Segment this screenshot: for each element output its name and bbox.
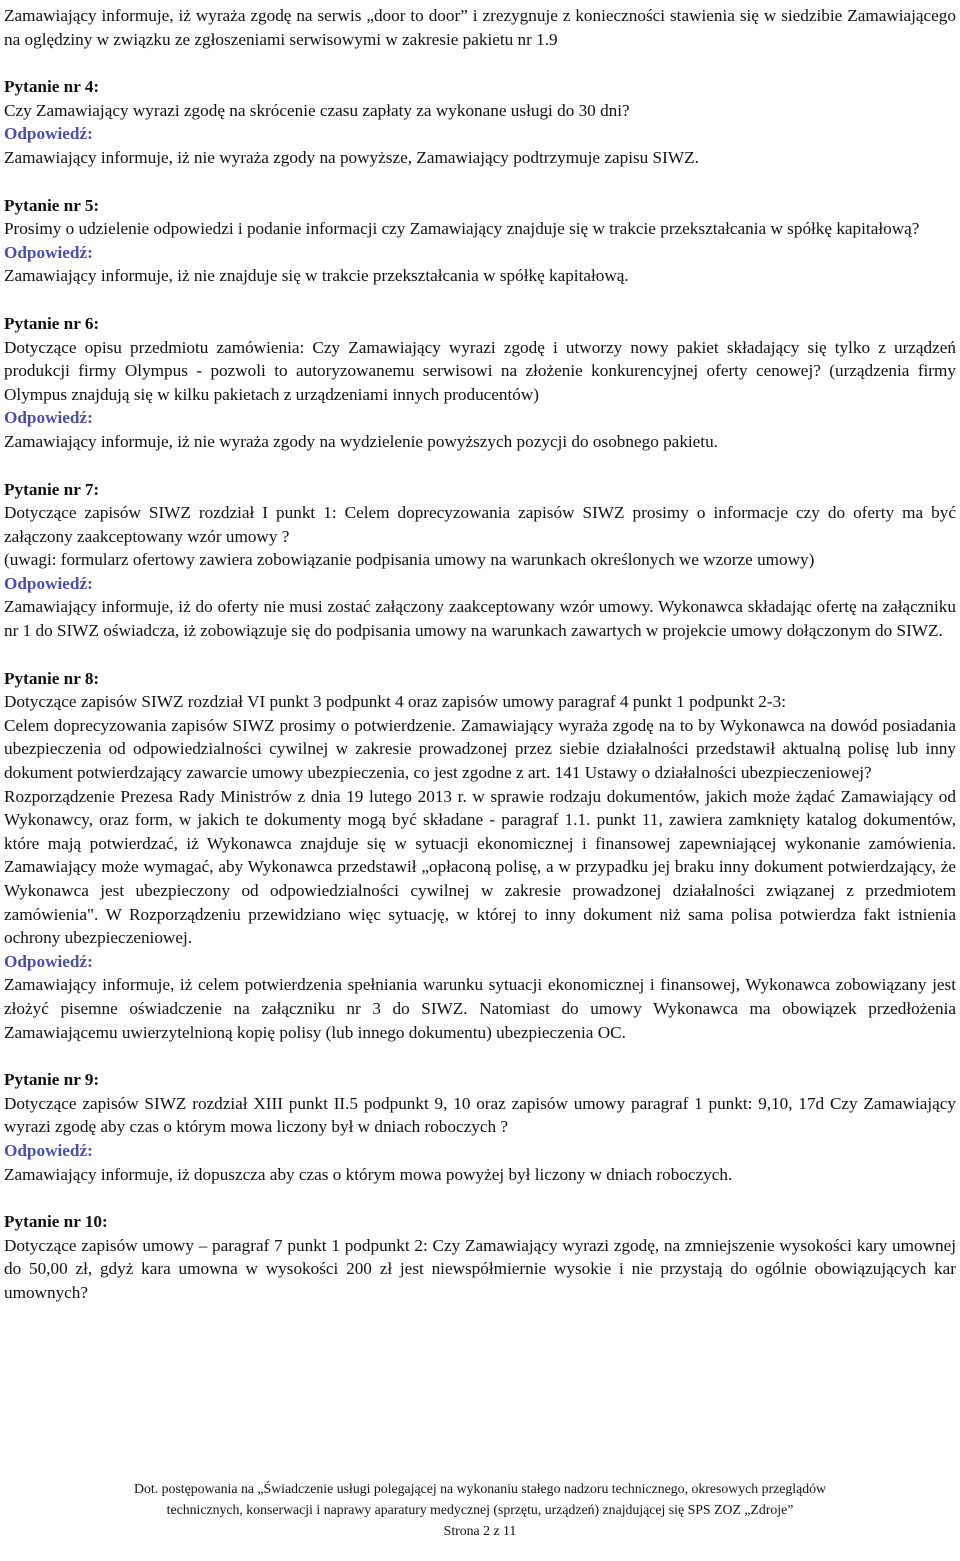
question-section [4,194,956,288]
question-text: Czy Zamawiający wyrazi zgodę na skrócenie czasu zapłaty za wykonane usługi do 30 dni? [4,100,630,120]
answer-text: Zamawiający informuje, iż celem potwierdzenia spełniania warunku sytuacji ekonomicznej i finansowej, Wykonawca zobowiązany jest złożyć pisemne oświadczenie na załączniku nr 3 do SIWZ. Natomiast do umowy Wykonawca ma obowiązek przedłożenia Zamawiającemu uwierzytelnioną kopię polisy (lub innego dokumentu) ubezpieczenia OC. [4,975,956,1042]
answer-text: Zamawiający informuje, iż nie wyraża zgody na wydzielenie powyższych pozycji do osobnego pakietu. [4,431,718,451]
question-heading: Pytanie nr 4: [4,77,100,97]
footer-line-1: Dot. postępowania na „Świadczenie usługi polegającej na wykonaniu stałego nadzoru technicznego, okresowych przeglądów [134,1481,826,1496]
question-text: Dotyczące zapisów SIWZ rozdział I punkt 1: Celem doprecyzowania zapisów SIWZ prosimy o informacje czy do oferty ma być załączony zaakceptowany wzór umowy ? [4,503,956,546]
question-heading: Pytanie nr 5: [4,195,100,215]
question-heading: Pytanie nr 8: [4,668,100,688]
document-body [4,4,956,1305]
question-text: Dotyczące opisu przedmiotu zamówienia: Czy Zamawiający wyrazi zgodę i utworzy nowy pakiet składający się tylko z urządzeń produkcji firmy Olympus - pozwoli to autoryzowanemu serwisowi na złożenie konkurencyjnej oferty cenowej? (urządzenia firmy Olympus znajdują się w kilku pakietach z urządzeniami innych producentów) [4,337,956,404]
intro-answer-text: Zamawiający informuje, iż wyraża zgodę na serwis „door to door” i zrezygnuje z konieczności stawienia się w siedzibie Zamawiającego na oględziny w związku ze zgłoszeniami serwisowymi w zakresie pakietu nr 1.9 [4,6,956,49]
question-text: Dotyczące zapisów SIWZ rozdział VI punkt 3 podpunkt 4 oraz zapisów umowy paragraf 4 punkt 1 podpunkt 2-3: [4,692,786,712]
answer-text: Zamawiający informuje, iż nie wyraża zgody na powyższe, Zamawiający podtrzymuje zapisu SIWZ. [4,147,699,167]
answer-label: Odpowiedź: [4,573,93,593]
page-number: Strona 2 z 11 [443,1523,517,1538]
intro-section [4,4,956,51]
question-text: Dotyczące zapisów SIWZ rozdział XIII punkt II.5 podpunkt 9, 10 oraz zapisów umowy paragraf 1 punkt: 9,10, 17d Czy Zamawiający wyrazi zgodę aby czas o którym mowa liczony był w dniach roboczych ? [4,1093,956,1137]
question-section [4,75,956,169]
answer-label: Odpowiedź: [4,242,93,262]
question-section [4,667,956,1045]
question-heading: Pytanie nr 9: [4,1070,100,1090]
question-heading: Pytanie nr 6: [4,313,100,333]
question-section [4,312,956,454]
answer-label: Odpowiedź: [4,951,93,971]
question-text: Celem doprecyzowania zapisów SIWZ prosimy o potwierdzenie. Zamawiający wyraża zgodę na to by Wykonawca na dowód posiadania ubezpieczenia od odpowiedzialności cywilnej w zakresie prowadzonej przez siebie działalności przedstawił aktualną polisę lub inny dokument potwierdzający zawarcie umowy ubezpieczenia, co jest zgodne z art. 141 Ustawy o działalności ubezpieczeniowej? [4,715,956,783]
footer-line-2: technicznych, konserwacji i naprawy aparatury medycznej (sprzętu, urządzeń) znajdującej się SPS ZOZ „Zdroje” [166,1502,794,1517]
question-text: Prosimy o udzielenie odpowiedzi i podanie informacji czy Zamawiający znajduje się w trakcie przekształcania w spółkę kapitałową? [4,219,920,239]
question-heading: Pytanie nr 7: [4,479,100,499]
answer-label: Odpowiedź: [4,408,93,428]
question-section [4,478,956,643]
question-text: (uwagi: formularz ofertowy zawiera zobowiązanie podpisania umowy na warunkach określonych we wzorze umowy) [4,550,815,570]
question-text: Rozporządzenie Prezesa Rady Ministrów z dnia 19 lutego 2013 r. w sprawie rodzaju dokumentów, jakich może żądać Zamawiający od Wykonawcy, oraz form, w jakich te dokumenty mogą być składane - paragraf 1.1. punkt 11, zawiera zamknięty katalog dokumentów, które mają potwierdzać, iż Wykonawca znajduje się w sytuacji ekonomicznej i finansowej zapewniającej wykonanie zamówienia. Zamawiający może wymagać, aby Wykonawca przedstawił „opłaconą polisę, a w przypadku jej braku inny dokument potwierdzający, że Wykonawca jest ubezpieczony od odpowiedzialności cywilnej w zakresie prowadzonej działalności związanej z przedmiotem zamówienia". W Rozporządzeniu przewidziano więc sytuację, w której to inny dokument niż sama polisa potwierdza fakt istnienia ochrony ubezpieczeniowej. [4,786,956,948]
question-section [4,1210,956,1304]
question-heading: Pytanie nr 10: [4,1212,108,1232]
page-footer [0,1478,960,1541]
question-section [4,1068,956,1186]
answer-text: Zamawiający informuje, iż nie znajduje się w trakcie przekształcania w spółkę kapitałową. [4,266,629,286]
answer-text: Zamawiający informuje, iż do oferty nie musi zostać załączony zaakceptowany wzór umowy. Wykonawca składając ofertę na załączniku nr 1 do SIWZ oświadcza, iż zobowiązuje się do podpisania umowy na warunkach zawartych w projekcie umowy dołączonym do SIWZ. [4,597,956,641]
answer-label: Odpowiedź: [4,1140,93,1160]
answer-label: Odpowiedź: [4,124,93,144]
answer-text: Zamawiający informuje, iż dopuszcza aby czas o którym mowa powyżej był liczony w dniach roboczych. [4,1164,733,1184]
question-text: Dotyczące zapisów umowy – paragraf 7 punkt 1 podpunkt 2: Czy Zamawiający wyrazi zgodę, na zmniejszenie wysokości kary umownej do 50,00 zł, gdyż kara umowna w wysokości 200 zł jest niewspółmiernie wysokie i nie przystają do ogólnie obowiązujących kar umownych? [4,1235,956,1302]
